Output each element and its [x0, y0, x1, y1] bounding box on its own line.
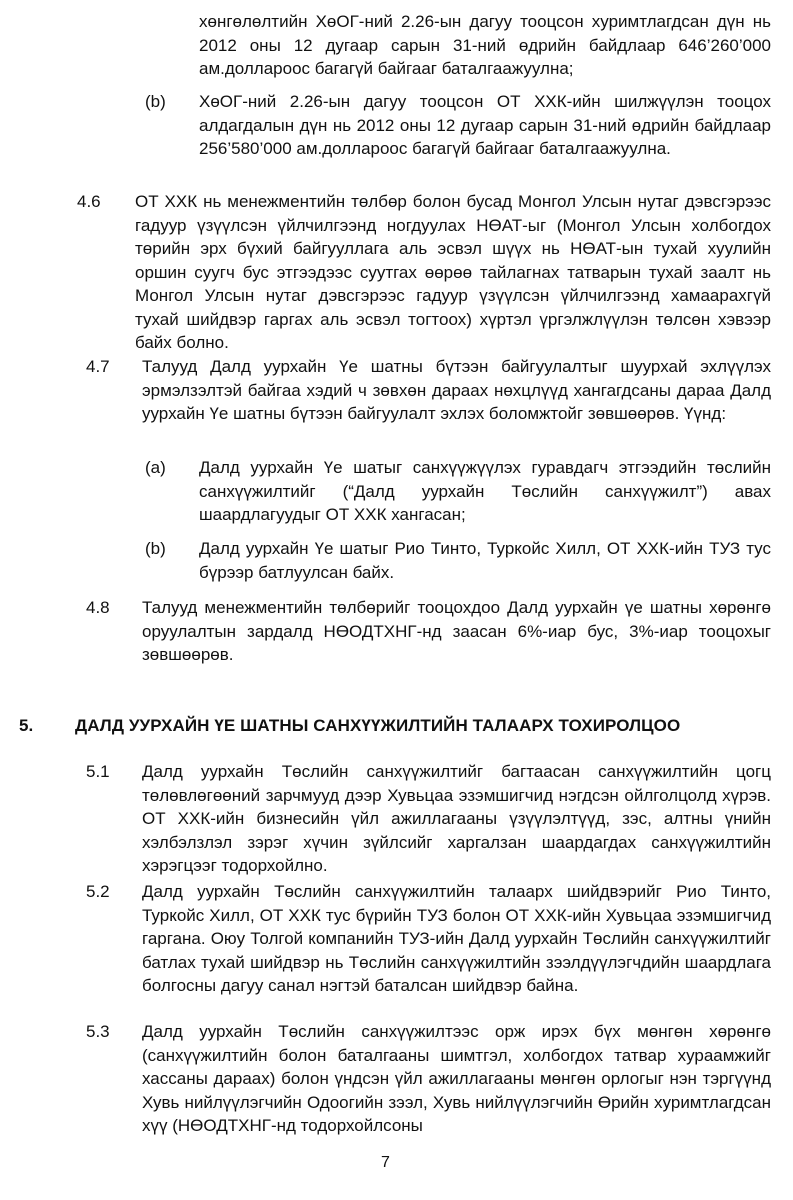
clause-number-4-7: 4.7 [86, 357, 110, 376]
continuation-paragraph: хөнгөлөлтийн ХөОГ-ний 2.26-ын дагуу тооцсон хуримтлагдсан дүн нь 2012 оны 12 дугаар сарын 31-ний өдрийн байдлаар 646’260’000 ам.доллароос багагүй байгааг баталгаажуулна; [199, 12, 771, 78]
clause-4-8-text: Талууд менежментийн төлбөрийг тооцохдоо Далд уурхайн үе шатны хөрөнгө оруулалтын зардалд НӨОДТХНГ-нд заасан 6%-иар бус, 3%-иар тооцохыг зөвшөөрөв. [142, 598, 771, 664]
clause-5-1-text: Далд уурхайн Төслийн санхүүжилтийг багтаасан санхүүжилтийн цогц төлөвлөгөөний зарчмууд дээр Хувьцаа эзэмшигчид нэгдсэн ойлголцолд хүрэв. ОТ ХХК-ийн бизнесийн үйл ажиллагааны үзүүлэлтүүд, зэс, алтны үнийн хэлбэлзлэл зэрэг хүчин зүйлсийг харгалзан шаардагдах санхүүжилтийн хэрэгцээг тодорхойлно. [142, 762, 771, 875]
clause-number-4-8: 4.8 [86, 598, 110, 617]
clause-number-5-2: 5.2 [86, 882, 110, 901]
item-b-paragraph: ХөОГ-ний 2.26-ын дагуу тооцсон ОТ ХХК-ийн шилжүүлэн тооцох алдагдалын дүн нь 2012 оны 12 дугаар сарын 31-ний өдрийн байдлаар 256’580’000 ам.доллароос багагүй байгааг баталгаажуулна. [199, 92, 771, 158]
page-number: 7 [381, 1154, 390, 1171]
clause-4-6-text: ОТ ХХК нь менежментийн төлбөр болон бусад Монгол Улсын нутаг дэвсгэрээс гадуур үзүүлсэн үйлчилгээнд ногдуулах НӨАТ-ыг (Монгол Улсын холбогдох төрийн эрх бүхий байгууллага аль эсвэл шүүх нь НӨАТ-ын тухай хуулийн оршин суугч бус этгээдээс суутгах өөрөө тайлагнах татварын тухай заалт нь Монгол Улсын нутаг дэвсгэрээс гадуур үзүүлсэн үйлчилгээнд хамаарахгүй тухай шийдвэр гаргах аль эсвэл тогтоох) хүртэл үргэлжлүүлэн төлсөн хэвээр байх болно. [135, 192, 771, 352]
item-b-label: (b) [145, 92, 166, 111]
clause-4-7-item-a-label: (a) [145, 458, 166, 477]
clause-number-5-3: 5.3 [86, 1022, 110, 1041]
clause-4-7-item-b-text: Далд уурхайн Үе шатыг Рио Тинто, Туркойс Хилл, ОТ ХХК-ийн ТУЗ тус бүрээр батлуулсан байх. [199, 539, 771, 582]
clause-number-5-1: 5.1 [86, 762, 110, 781]
section-5-title: ДАЛД УУРХАЙН ҮЕ ШАТНЫ САНХҮҮЖИЛТИЙН ТАЛААРХ ТОХИРОЛЦОО [75, 716, 681, 735]
clause-number-4-6: 4.6 [77, 192, 101, 211]
clause-4-7-text: Талууд Далд уурхайн Үе шатны бүтээн байгуулалтыг шуурхай эхлүүлэх эрмэлзэлтэй байгаа хэдий ч зөвхөн дараах нөхцлүүд хангагдсаны дараа Далд уурхайн Үе шатны бүтээн байгуулалт эхлэх боломжтойг зөвшөөрөв. Үүнд: [142, 357, 771, 423]
clause-4-7-item-b-label: (b) [145, 539, 166, 558]
clause-4-7-item-a-text: Далд уурхайн Үе шатыг санхүүжүүлэх гуравдагч этгээдийн төслийн санхүүжилтийг (“Далд уурхайн Төслийн санхүүжилт”) авах шаардлагуудыг ОТ ХХК хангасан; [199, 458, 771, 524]
section-5-number: 5. [19, 716, 34, 735]
clause-5-2-text: Далд уурхайн Төслийн санхүүжилтийн талаарх шийдвэрийг Рио Тинто, Туркойс Хилл, ОТ ХХК тус бүрийн ТУЗ болон ОТ ХХК-ийн Хувьцаа эзэмшигчид гаргана. Оюу Толгой компанийн ТУЗ-ийн Далд уурхайн Төслийн санхүүжилтийг батлах тухай шийдвэр нь Төслийн санхүүжилтийн зээлдүүлэгчдийн шаардлага болгосны дагуу санал нэгтэй баталсан шийдвэр байна. [142, 882, 771, 995]
clause-5-3-text: Далд уурхайн Төслийн санхүүжилтээс орж ирэх бүх мөнгөн хөрөнгө (санхүүжилтийн болон баталгааны шимтгэл, холбогдох татвар хураамжийг хассаны дараах) болон үндсэн үйл ажиллагааны мөнгөн орлогыг нэн тэргүүнд Хувь нийлүүлэгчийн Одоогийн зээл, Хувь нийлүүлэгчийн Өрийн хуримтлагдсан хүү (НӨОДТХНГ-нд тодорхойлсоны [142, 1022, 771, 1135]
